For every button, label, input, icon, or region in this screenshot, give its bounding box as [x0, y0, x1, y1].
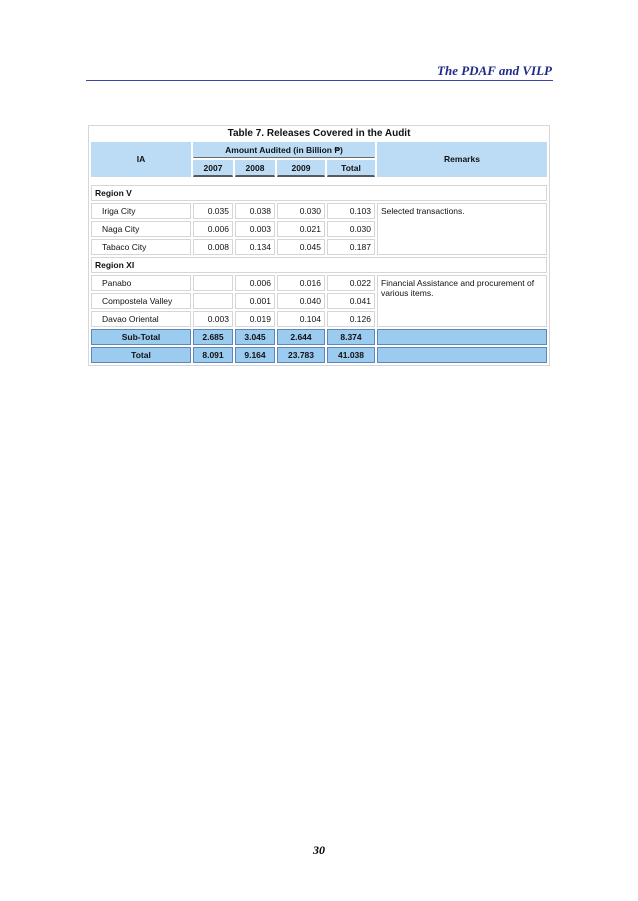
value-2008-cell: 0.019	[235, 311, 275, 327]
grand-total-2008: 9.164	[235, 347, 275, 363]
ia-cell: Panabo	[91, 275, 191, 291]
grand-total-label: Total	[91, 347, 191, 363]
value-2009-cell: 0.045	[277, 239, 325, 255]
value-2009-cell: 0.021	[277, 221, 325, 237]
subtotal-total: 8.374	[327, 329, 375, 345]
value-2009-cell: 0.040	[277, 293, 325, 309]
releases-table	[89, 126, 549, 365]
value-2007-cell: 0.003	[193, 311, 233, 327]
region-header: Region V	[91, 185, 547, 201]
grand-total-remarks	[377, 347, 547, 363]
remarks-cell: Selected transactions.	[377, 203, 547, 255]
year-header-2008: 2008	[235, 160, 275, 177]
value-2007-cell: 0.008	[193, 239, 233, 255]
amount-column-header: Amount Audited (in Billion ₱)	[193, 142, 375, 158]
ia-cell: Compostela Valley	[91, 293, 191, 309]
value-total-cell: 0.041	[327, 293, 375, 309]
region-header: Region XI	[91, 257, 547, 273]
value-2008-cell: 0.134	[235, 239, 275, 255]
value-2009-cell: 0.016	[277, 275, 325, 291]
year-header-2009: 2009	[277, 160, 325, 177]
value-total-cell: 0.022	[327, 275, 375, 291]
value-2008-cell: 0.038	[235, 203, 275, 219]
releases-table-frame	[88, 125, 550, 366]
ia-column-header: IA	[91, 142, 191, 177]
value-2009-cell: 0.104	[277, 311, 325, 327]
subtotal-row	[91, 329, 547, 345]
ia-cell: Davao Oriental	[91, 311, 191, 327]
remarks-column-header: Remarks	[377, 142, 547, 177]
value-2007-cell: 0.035	[193, 203, 233, 219]
value-total-cell: 0.030	[327, 221, 375, 237]
header-rule	[86, 80, 553, 81]
value-2008-cell: 0.006	[235, 275, 275, 291]
grand-total-2007: 8.091	[193, 347, 233, 363]
value-2007-cell: 0.006	[193, 221, 233, 237]
grand-total-2009: 23.783	[277, 347, 325, 363]
year-header-total: Total	[327, 160, 375, 177]
running-head: The PDAF and VILP	[437, 63, 552, 78]
value-2007-cell	[193, 293, 233, 309]
remarks-cell: Financial Assistance and procurement of various items.	[377, 275, 547, 327]
table-caption: Table 7. Releases Covered in the Audit	[227, 128, 411, 139]
grand-total-total: 41.038	[327, 347, 375, 363]
value-total-cell: 0.103	[327, 203, 375, 219]
subtotal-2008: 3.045	[235, 329, 275, 345]
ia-cell: Tabaco City	[91, 239, 191, 255]
ia-cell: Naga City	[91, 221, 191, 237]
subtotal-remarks	[377, 329, 547, 345]
ia-cell: Iriga City	[91, 203, 191, 219]
value-2007-cell	[193, 275, 233, 291]
grand-total-row	[91, 347, 547, 363]
value-2008-cell: 0.001	[235, 293, 275, 309]
table-row	[91, 275, 547, 291]
page-number: 30	[313, 843, 325, 857]
year-header-2007: 2007	[193, 160, 233, 177]
subtotal-label: Sub-Total	[91, 329, 191, 345]
subtotal-2007: 2.685	[193, 329, 233, 345]
value-2009-cell: 0.030	[277, 203, 325, 219]
subtotal-2009: 2.644	[277, 329, 325, 345]
value-2008-cell: 0.003	[235, 221, 275, 237]
value-total-cell: 0.187	[327, 239, 375, 255]
table-row	[91, 203, 547, 219]
value-total-cell: 0.126	[327, 311, 375, 327]
